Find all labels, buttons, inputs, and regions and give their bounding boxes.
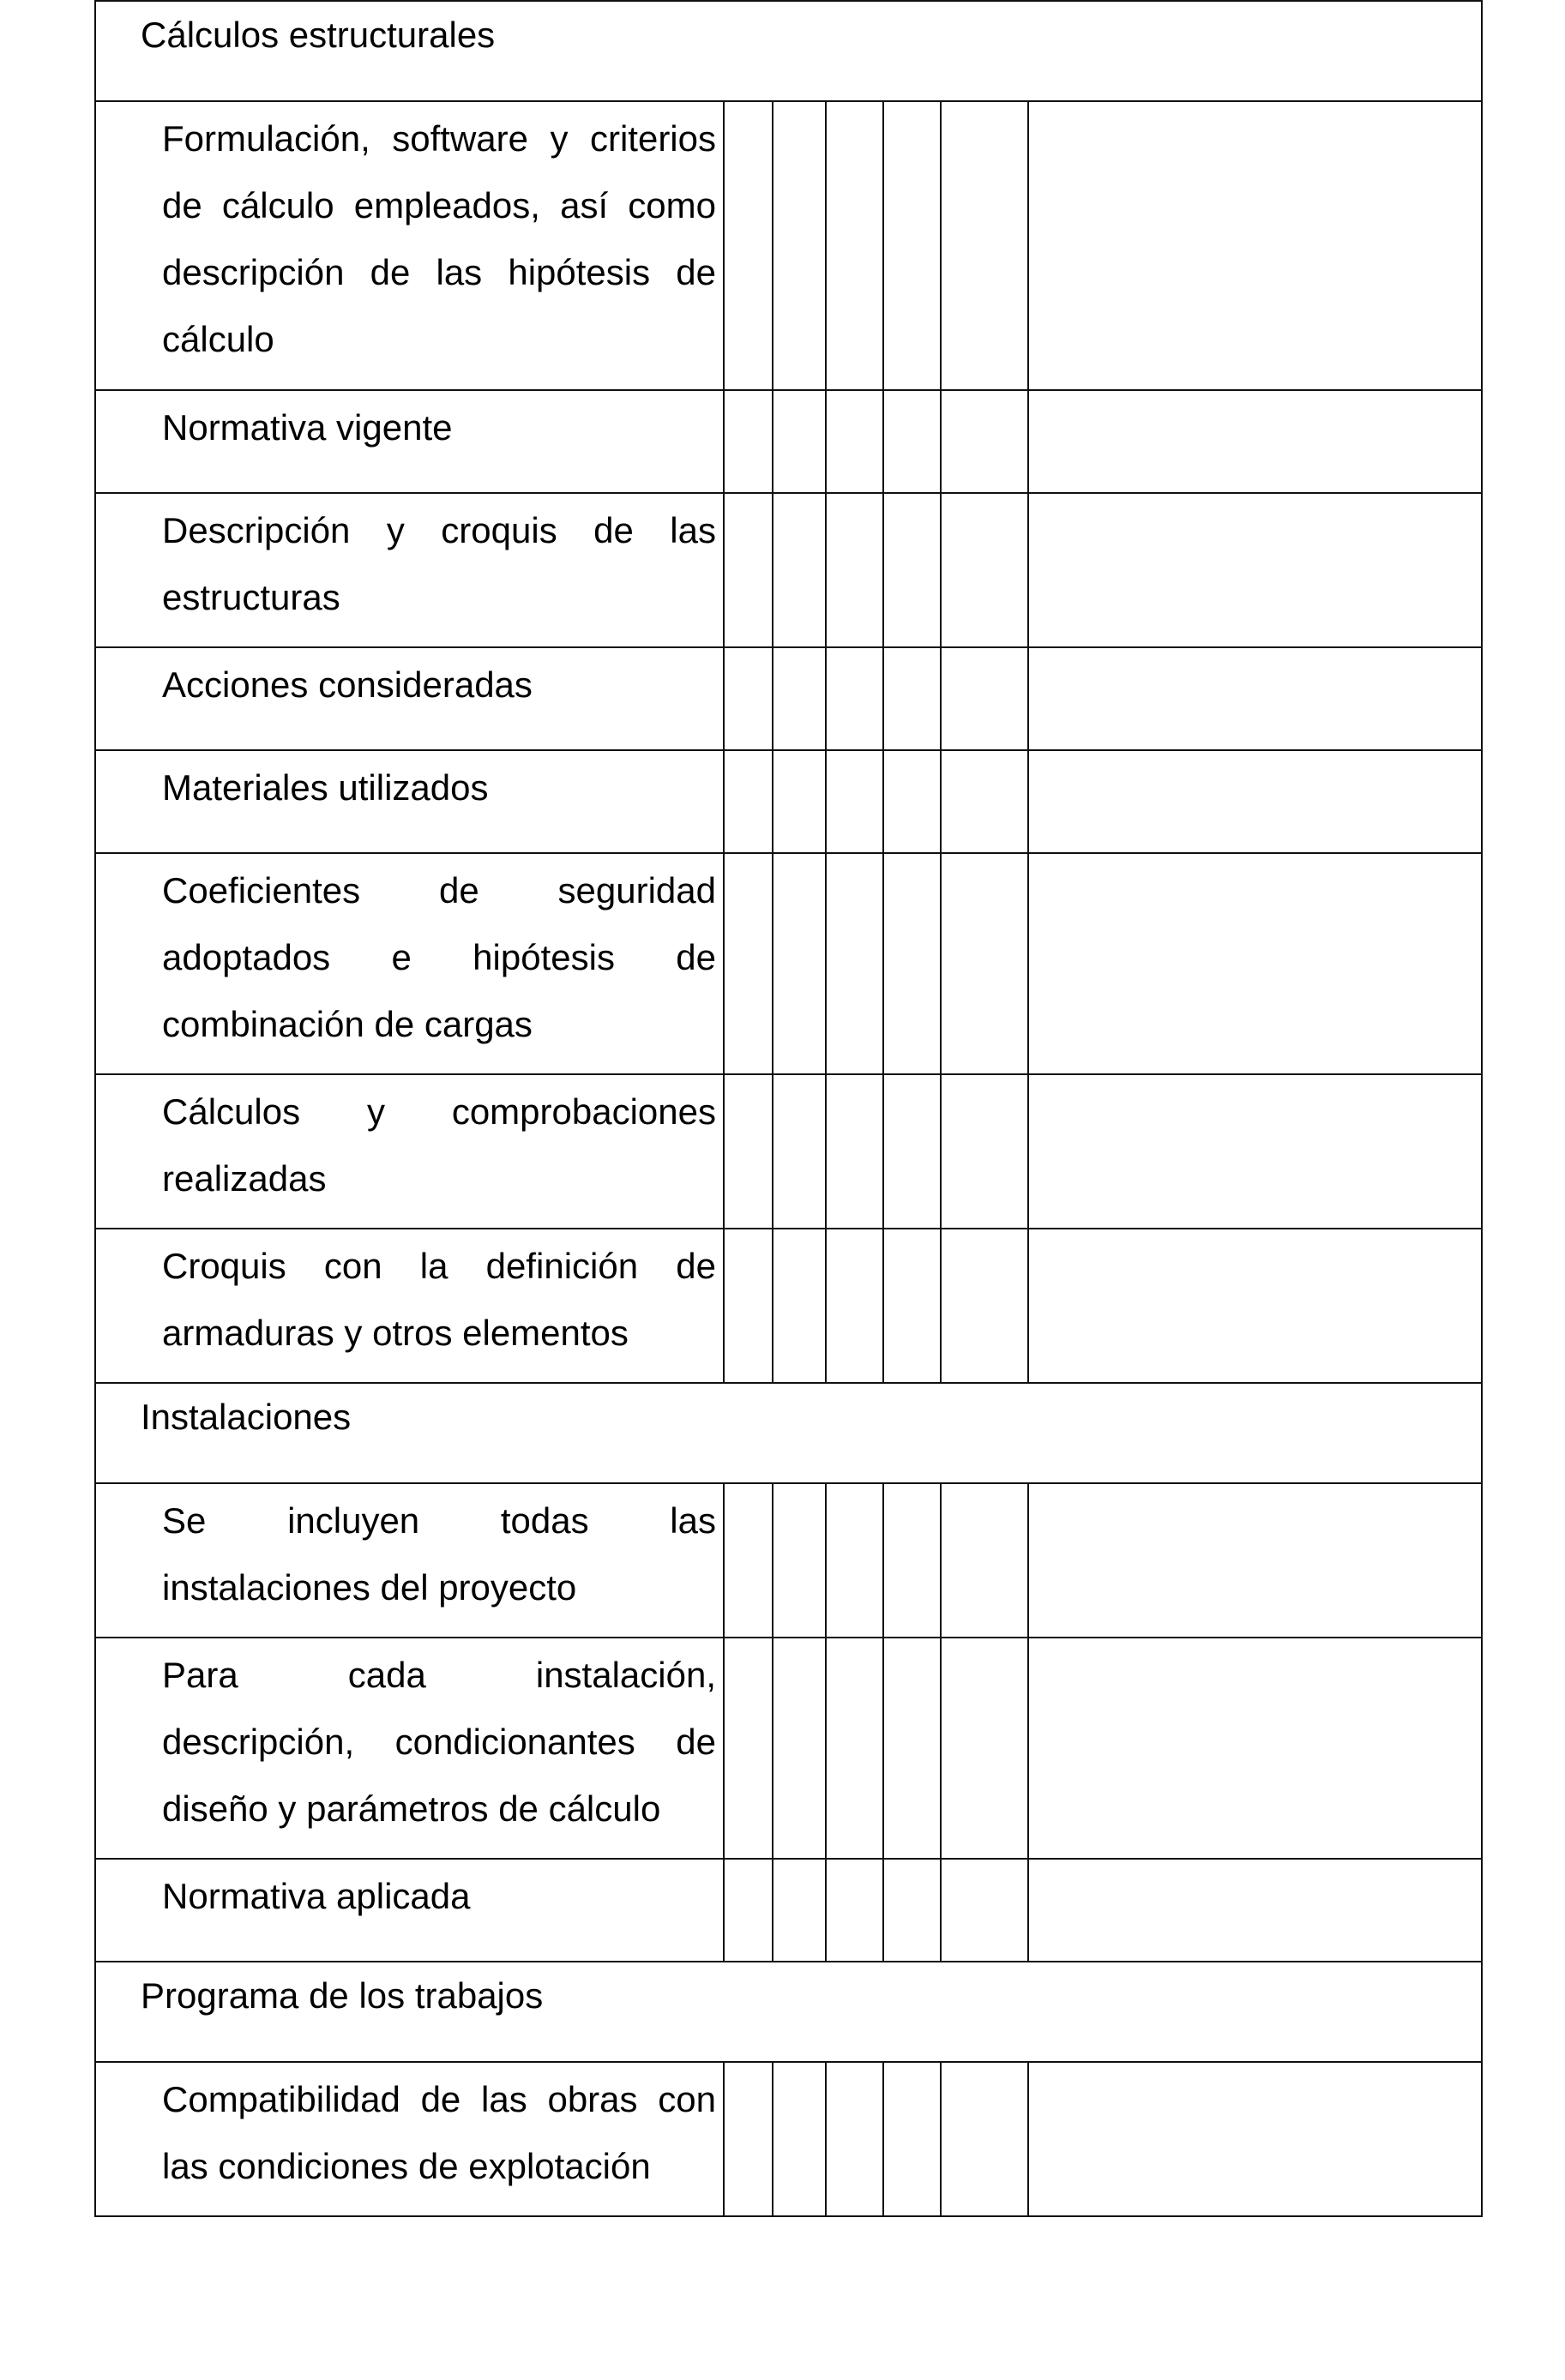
- check-cell[interactable]: [883, 853, 941, 1074]
- table-row: [95, 2062, 1482, 2216]
- check-cell[interactable]: [941, 750, 1028, 853]
- item-text: Para cada instalación, descripción, condicionantes de diseño y parámetros de cálculo: [95, 1638, 724, 1859]
- comment-cell[interactable]: [1028, 750, 1482, 853]
- check-cell[interactable]: [883, 1229, 941, 1383]
- comment-cell[interactable]: [1028, 1229, 1482, 1383]
- item-text: Compatibilidad de las obras con las condiciones de explotación: [95, 2062, 724, 2216]
- check-cell[interactable]: [941, 1229, 1028, 1383]
- check-cell[interactable]: [724, 1638, 773, 1859]
- comment-cell[interactable]: [1028, 853, 1482, 1074]
- comment-cell[interactable]: [1028, 1483, 1482, 1638]
- check-cell[interactable]: [941, 1074, 1028, 1229]
- item-text: Descripción y croquis de las estructuras: [95, 493, 724, 647]
- table-row: [95, 1483, 1482, 1638]
- check-cell[interactable]: [826, 1638, 883, 1859]
- check-cell[interactable]: [883, 1483, 941, 1638]
- check-cell[interactable]: [941, 1483, 1028, 1638]
- check-cell[interactable]: [773, 101, 826, 390]
- check-cell[interactable]: [773, 853, 826, 1074]
- check-cell[interactable]: [826, 1229, 883, 1383]
- check-cell[interactable]: [724, 750, 773, 853]
- comment-cell[interactable]: [1028, 647, 1482, 750]
- check-cell[interactable]: [883, 647, 941, 750]
- check-cell[interactable]: [826, 2062, 883, 2216]
- check-cell[interactable]: [724, 101, 773, 390]
- section-row: [95, 1, 1482, 101]
- section-row: [95, 1383, 1482, 1483]
- check-cell[interactable]: [826, 493, 883, 647]
- check-cell[interactable]: [724, 1859, 773, 1962]
- check-cell[interactable]: [724, 1074, 773, 1229]
- table-row: [95, 101, 1482, 390]
- check-cell[interactable]: [941, 853, 1028, 1074]
- check-cell[interactable]: [773, 1229, 826, 1383]
- table-row: [95, 750, 1482, 853]
- item-text: Acciones consideradas: [95, 647, 724, 750]
- check-cell[interactable]: [826, 750, 883, 853]
- check-cell[interactable]: [773, 493, 826, 647]
- item-text: Normativa vigente: [95, 390, 724, 493]
- check-cell[interactable]: [826, 390, 883, 493]
- check-cell[interactable]: [773, 1483, 826, 1638]
- comment-cell[interactable]: [1028, 2062, 1482, 2216]
- check-cell[interactable]: [773, 1074, 826, 1229]
- check-cell[interactable]: [826, 101, 883, 390]
- check-cell[interactable]: [941, 1638, 1028, 1859]
- check-cell[interactable]: [724, 390, 773, 493]
- check-cell[interactable]: [941, 647, 1028, 750]
- check-cell[interactable]: [773, 2062, 826, 2216]
- check-cell[interactable]: [773, 750, 826, 853]
- check-cell[interactable]: [773, 647, 826, 750]
- comment-cell[interactable]: [1028, 1859, 1482, 1962]
- check-cell[interactable]: [773, 390, 826, 493]
- section-row: [95, 1962, 1482, 2062]
- check-cell[interactable]: [773, 1638, 826, 1859]
- check-cell[interactable]: [724, 853, 773, 1074]
- check-cell[interactable]: [883, 1638, 941, 1859]
- table-row: [95, 1229, 1482, 1383]
- check-cell[interactable]: [941, 493, 1028, 647]
- comment-cell[interactable]: [1028, 1638, 1482, 1859]
- section-title: Cálculos estructurales: [95, 1, 1482, 101]
- item-text: Croquis con la definición de armaduras y otros elementos: [95, 1229, 724, 1383]
- comment-cell[interactable]: [1028, 1074, 1482, 1229]
- item-text: Cálculos y comprobaciones realizadas: [95, 1074, 724, 1229]
- check-cell[interactable]: [724, 1229, 773, 1383]
- check-cell[interactable]: [724, 2062, 773, 2216]
- check-cell[interactable]: [883, 2062, 941, 2216]
- check-cell[interactable]: [941, 1859, 1028, 1962]
- check-cell[interactable]: [883, 101, 941, 390]
- check-cell[interactable]: [826, 1859, 883, 1962]
- check-cell[interactable]: [883, 1074, 941, 1229]
- check-cell[interactable]: [773, 1859, 826, 1962]
- table-row: [95, 1859, 1482, 1962]
- check-cell[interactable]: [941, 2062, 1028, 2216]
- check-cell[interactable]: [724, 493, 773, 647]
- item-text: Se incluyen todas las instalaciones del proyecto: [95, 1483, 724, 1638]
- comment-cell[interactable]: [1028, 390, 1482, 493]
- check-cell[interactable]: [941, 101, 1028, 390]
- check-cell[interactable]: [883, 750, 941, 853]
- check-cell[interactable]: [826, 1483, 883, 1638]
- section-title: Programa de los trabajos: [95, 1962, 1482, 2062]
- check-cell[interactable]: [826, 1074, 883, 1229]
- item-text: Normativa aplicada: [95, 1859, 724, 1962]
- check-cell[interactable]: [826, 647, 883, 750]
- check-cell[interactable]: [883, 390, 941, 493]
- table-row: [95, 390, 1482, 493]
- check-cell[interactable]: [724, 647, 773, 750]
- check-cell[interactable]: [883, 493, 941, 647]
- table-row: [95, 647, 1482, 750]
- check-cell[interactable]: [883, 1859, 941, 1962]
- item-text: Formulación, software y criterios de cálculo empleados, así como descripción de las hipótesis de cálculo: [95, 101, 724, 390]
- comment-cell[interactable]: [1028, 493, 1482, 647]
- check-cell[interactable]: [941, 390, 1028, 493]
- section-title: Instalaciones: [95, 1383, 1482, 1483]
- table-row: [95, 1074, 1482, 1229]
- check-cell[interactable]: [826, 853, 883, 1074]
- item-text: Coeficientes de seguridad adoptados e hipótesis de combinación de cargas: [95, 853, 724, 1074]
- check-cell[interactable]: [724, 1483, 773, 1638]
- comment-cell[interactable]: [1028, 101, 1482, 390]
- table-row: [95, 493, 1482, 647]
- table-row: [95, 1638, 1482, 1859]
- table-row: [95, 853, 1482, 1074]
- checklist-table: [94, 0, 1483, 2217]
- item-text: Materiales utilizados: [95, 750, 724, 853]
